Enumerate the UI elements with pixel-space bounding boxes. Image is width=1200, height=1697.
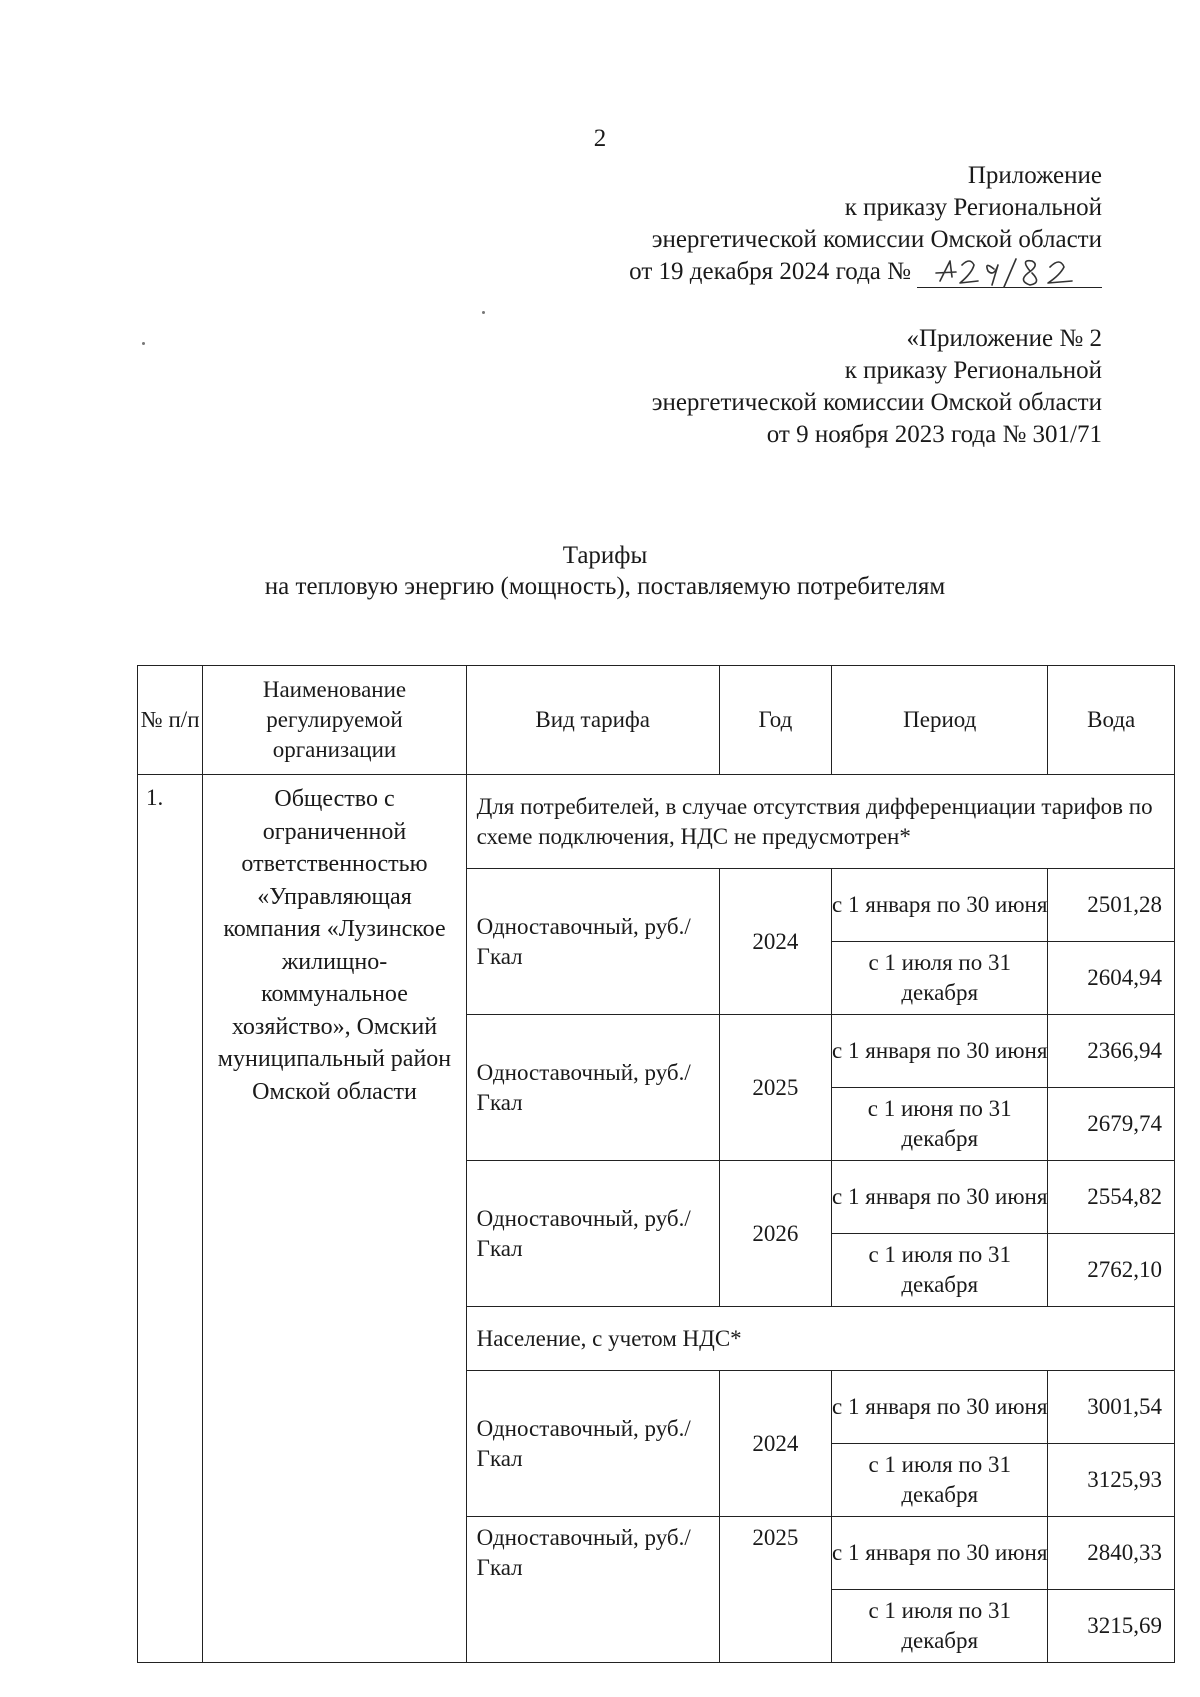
tariff-value: 2679,74 — [1048, 1088, 1175, 1161]
appendix-2-line-4: от 9 ноября 2023 года № 301/71 — [766, 421, 1102, 448]
appendix-2-line-3: энергетической комиссии Омской области — [651, 389, 1102, 416]
tariff-period: с 1 января по 30 июня — [832, 1371, 1048, 1444]
tariff-year: 2025 — [719, 1015, 831, 1161]
header-num: № п/п — [138, 666, 203, 775]
tariff-value: 3215,69 — [1048, 1590, 1175, 1663]
approval-date-label: от 19 декабря 2024 года № — [629, 258, 911, 285]
tariff-value: 3125,93 — [1048, 1444, 1175, 1517]
tariff-value: 2762,10 — [1048, 1234, 1175, 1307]
tariff-period: с 1 января по 30 июня — [832, 869, 1048, 942]
approval-line-4 — [629, 256, 1102, 288]
table-header-row — [138, 666, 1175, 775]
tariff-period: с 1 января по 30 июня — [832, 1517, 1048, 1590]
row-number: 1. — [138, 775, 203, 1663]
tariff-year: 2024 — [719, 869, 831, 1015]
title-line-1: Тарифы — [562, 542, 648, 569]
tariff-value: 2604,94 — [1048, 942, 1175, 1015]
scan-speck — [482, 311, 485, 314]
tariff-type: Одноставочный, руб./Гкал — [466, 1517, 719, 1663]
header-org: Наименование регулируемой организации — [203, 666, 466, 775]
tariff-value: 3001,54 — [1048, 1371, 1175, 1444]
approval-block — [629, 160, 1102, 288]
approval-line-2: к приказу Региональной — [844, 194, 1102, 221]
approval-line-1: Приложение — [967, 162, 1102, 189]
handwritten-order-number — [932, 255, 1082, 289]
section-row — [138, 775, 1175, 869]
appendix-2-block — [652, 323, 1102, 451]
tariff-period: с 1 июля по 31 декабря — [832, 1590, 1048, 1663]
tariff-type: Одноставочный, руб./Гкал — [466, 1371, 719, 1517]
tariff-type: Одноставочный, руб./Гкал — [466, 869, 719, 1015]
page-number: 2 — [593, 125, 607, 152]
tariff-value: 2840,33 — [1048, 1517, 1175, 1590]
organization-name: Общество с ограниченной ответственностью «Управляющая компания «Лузинское жилищно-коммунальное хозяйство», Омский муниципальный район Омской области — [203, 775, 466, 1663]
tariff-value: 2501,28 — [1048, 869, 1175, 942]
tariff-period: с 1 июля по 31 декабря — [832, 1234, 1048, 1307]
tariff-period: с 1 июля по 31 декабря — [832, 942, 1048, 1015]
header-period: Период — [832, 666, 1048, 775]
tariff-period: с 1 января по 30 июня — [832, 1161, 1048, 1234]
tariff-value: 2366,94 — [1048, 1015, 1175, 1088]
tariff-year: 2025 — [719, 1517, 831, 1663]
tariff-year: 2026 — [719, 1161, 831, 1307]
tariff-period: с 1 января по 30 июня — [832, 1015, 1048, 1088]
appendix-2-line-2: к приказу Региональной — [844, 357, 1102, 384]
scan-speck — [142, 342, 145, 345]
tariff-period: с 1 июня по 31 декабря — [832, 1088, 1048, 1161]
section-title: Для потребителей, в случае отсутствия дифференциации тарифов по схеме подключения, НДС не предусмотрен* — [466, 775, 1174, 869]
tariff-period: с 1 июля по 31 декабря — [832, 1444, 1048, 1517]
tariff-value: 2554,82 — [1048, 1161, 1175, 1234]
section-title: Население, с учетом НДС* — [466, 1307, 1174, 1371]
approval-line-3: энергетической комиссии Омской области — [651, 226, 1102, 253]
tariff-table — [137, 665, 1175, 1663]
tariff-type: Одноставочный, руб./Гкал — [466, 1161, 719, 1307]
header-type: Вид тарифа — [466, 666, 719, 775]
title-line-2: на тепловую энергию (мощность), поставляемую потребителям — [264, 573, 946, 600]
header-year: Год — [719, 666, 831, 775]
tariff-year: 2024 — [719, 1371, 831, 1517]
appendix-2-line-1: «Приложение № 2 — [906, 325, 1102, 352]
header-value: Вода — [1048, 666, 1175, 775]
tariff-type: Одноставочный, руб./Гкал — [466, 1015, 719, 1161]
order-number-line — [917, 257, 1102, 288]
document-title — [0, 540, 1200, 602]
